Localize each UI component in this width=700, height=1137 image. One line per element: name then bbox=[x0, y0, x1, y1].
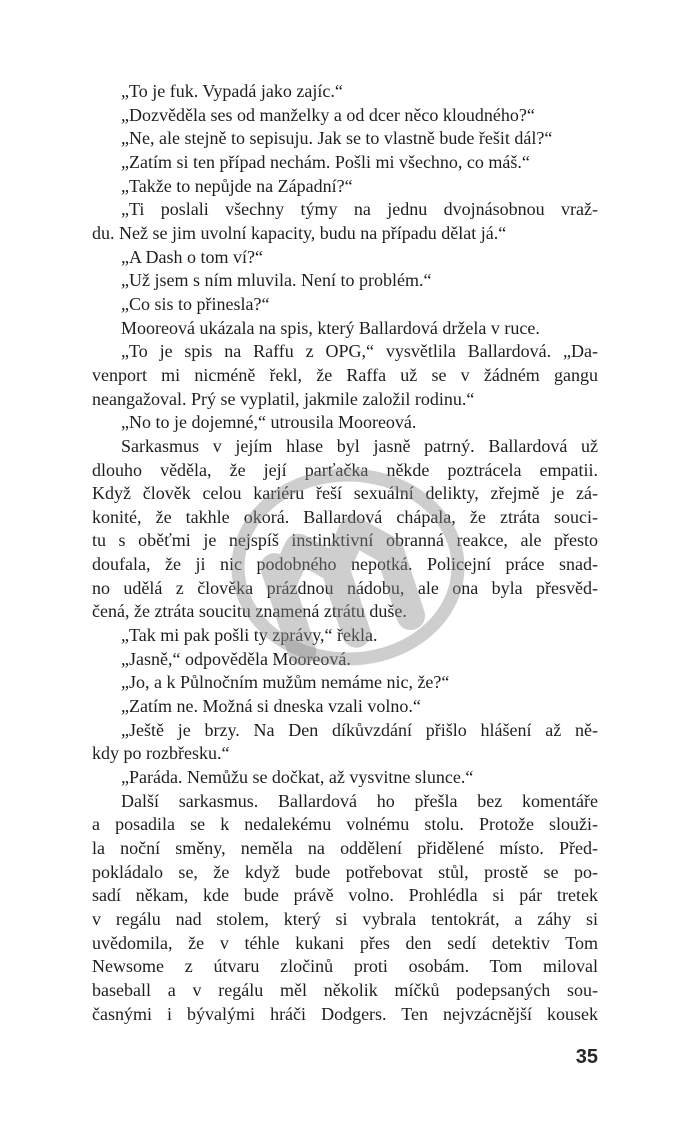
text-line: baseball a v regálu měl několik míčků podepsaných sou- bbox=[92, 979, 598, 1000]
text-line: kdy po rozbřesku.“ bbox=[92, 743, 230, 764]
text-line: a posadila se k nedalekému volnému stolu. Protože slouži- bbox=[92, 814, 598, 835]
text-line: „Paráda. Nemůžu se dočkat, až vysvitne slunce.“ bbox=[121, 767, 474, 788]
text-line: „No to je dojemné,“ utrousila Mooreová. bbox=[121, 412, 417, 433]
text-line: „Ti poslali všechny týmy na jednu dvojnásobnou vraž- bbox=[121, 199, 598, 220]
text-line: „Ještě je brzy. Na Den díkůvzdání přišlo hlášení až ně- bbox=[121, 719, 598, 740]
text-line: „Zatím ne. Možná si dneska vzali volno.“ bbox=[121, 696, 421, 717]
text-line: v regálu nad stolem, který si vybrala tentokrát, a záhy si bbox=[92, 908, 598, 929]
text-line: neangažoval. Prý se vyplatil, jakmile založil rodinu.“ bbox=[92, 388, 475, 409]
text-line: „Zatím si ten případ nechám. Pošli mi všechno, co máš.“ bbox=[121, 151, 530, 172]
text-line: tu s oběťmi je nejspíš instinktivní obranná reakce, ale přesto bbox=[92, 530, 598, 551]
text-line: la noční směny, neměla na oddělení přidělené místo. Před- bbox=[92, 838, 598, 858]
text-line: „Tak mi pak pošli ty zprávy,“ řekla. bbox=[121, 625, 378, 646]
text-line: pokládalo se, že když bude potřebovat stůl, prostě se po- bbox=[92, 861, 598, 882]
text-line: „Jo, a k Půlnočním mužům nemáme nic, že?“ bbox=[121, 672, 450, 693]
page-text bbox=[92, 80, 598, 1026]
text-line: konité, že takhle okorá. Ballardová chápala, že ztráta souci- bbox=[92, 506, 598, 527]
text-line: Když člověk celou kariéru řeší sexuální delikty, zřejmě je zá- bbox=[92, 483, 598, 504]
text-line: „Už jsem s ním mluvila. Není to problém.“ bbox=[121, 270, 432, 291]
text-line: časnými i bývalými hráči Dodgers. Ten nejvzácnější kousek bbox=[92, 1003, 598, 1024]
text-line: čená, že ztráta soucitu znamená ztrátu duše. bbox=[92, 601, 407, 622]
text-line: „A Dash o tom ví?“ bbox=[121, 246, 263, 267]
text-line: Mooreová ukázala na spis, který Ballardová držela v ruce. bbox=[121, 317, 540, 338]
text-line: dlouho věděla, že její parťačka někde poztrácela empatii. bbox=[92, 459, 598, 480]
text-line: „Jasně,“ odpověděla Mooreová. bbox=[121, 648, 351, 669]
text-line: „To je fuk. Vypadá jako zajíc.“ bbox=[121, 81, 343, 101]
text-line: „To je spis na Raffu z OPG,“ vysvětlila Ballardová. „Da- bbox=[121, 341, 598, 362]
text-line: doufala, že ji nic podobného nepotká. Policejní práce snad- bbox=[92, 554, 598, 575]
text-line: Sarkasmus v jejím hlase byl jasně patrný. Ballardová už bbox=[121, 435, 598, 456]
text-line: venport mi nicméně řekl, že Raffa už se v žádném gangu bbox=[92, 364, 598, 385]
text-line: sadí někam, kde bude právě volno. Prohlédla si pár tretek bbox=[92, 885, 598, 906]
text-line: „Dozvěděla ses od manželky a od dcer něco kloudného?“ bbox=[121, 104, 535, 125]
text-line: „Ne, ale stejně to sepisuju. Jak se to vlastně bude řešit dál?“ bbox=[121, 128, 553, 149]
text-line: „Takže to nepůjde na Západní?“ bbox=[121, 175, 353, 196]
text-line: du. Než se jim uvolní kapacity, budu na případu dělat já.“ bbox=[92, 222, 507, 243]
page-number: 35 bbox=[575, 1046, 598, 1068]
text-line: Newsome z útvaru zločinů proti osobám. Tom miloval bbox=[92, 956, 598, 977]
text-line: no udělá z člověka prázdnou nádobu, ale ona byla přesvěd- bbox=[92, 577, 598, 598]
text-line: uvědomila, že v téhle kukani přes den sedí detektiv Tom bbox=[92, 932, 598, 953]
text-line: „Co sis to přinesla?“ bbox=[121, 293, 270, 314]
text-line: Další sarkasmus. Ballardová ho přešla bez komentáře bbox=[121, 790, 598, 811]
